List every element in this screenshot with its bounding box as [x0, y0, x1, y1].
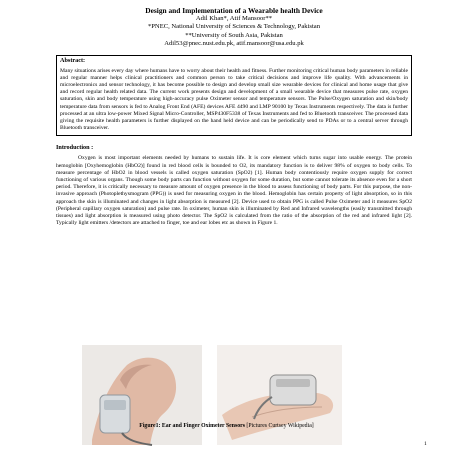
page-number: 1	[424, 441, 427, 447]
affiliation-2: **University of South Asia, Pakistan	[185, 31, 283, 39]
affiliation-1: *PNEC, National University of Sciences & Technology, Pakistan	[147, 23, 321, 31]
introduction-heading: Introduction :	[56, 144, 94, 152]
paper-page	[56, 6, 412, 227]
oximeter-figure	[82, 345, 342, 455]
figure-label: Figure1: Ear and Finger Oximeter Sensors	[139, 423, 245, 429]
figure-credit: [Pictures Curtsey Wikipedia]	[246, 423, 314, 429]
abstract-box	[56, 55, 412, 137]
authors: Adil Khan*, Atif Mansoor**	[195, 15, 273, 22]
figure-caption	[0, 423, 453, 430]
introduction-text: Oxygen is most important elements needed by humans to sustain life. It is core element which turns sugar into usable energy. The protein hemoglobin [Oxyhemoglobin (HbO2)] found in red blood cells is bounded to O2, its mandatory function is to deliver 98% of oxygen to body cells. To measure percentage of HbO2 in blood vessels is called oxygen saturation (SpO2) [1]. Human body contentiously require oxygen supply for correct functioning of various organs. Though some body parts can function without oxygen for some duration, but some cannot tolerate its absence even for a short period. Therefore, it is critically necessary to measure amount of oxygen presence in the blood to assess functioning of body parts. For this purpose, the non-invasive approach (Photoplethysmogram (PPG)) is used for measuring oxygen in the blood. Hemoglobin has certain property of light absorption, so in this approach the skin is illuminated and changes in light absorption is measured [2]. Device used to obtain PPG is called Pulse Oximeter and it measures SpO2 (Peripheral capillary oxygen saturation) and pulse rate. In oximeter, human skin is illuminated by Red and Infrared wavelengths (easily transmitted through tissues) and light absorption is measured using photo detector. The SpO2 is calculated from the ratio of the absorption of the red and infrared light [2]. Typically light emitters /detectors are attached to finger, toe and ear lobes etc as shown in Figure 1.	[56, 155, 412, 227]
paper-title: Design and Implementation of a Wearable health Device	[145, 6, 323, 15]
abstract-text: Many situations arises every day where humans have to worry about their health and fitness. Further monitoring critical human body parameters in reliable and regular manner helps clinical practitioners and common person to take critical decisions and improve life quality. With advancements in microelectronics and sensor technology, it has become possible to design and develop small size wearable devices for clinical and home usage that give and record regular health related data. The current work presents design and development of a small wearable device that measures pulse rate, oxygen saturation, skin and body temperature using high-accuracy pulse Oximeter sensor and temperature sensors. The Pulse/Oxygen saturation and skin/body temperature data from sensors is fed to Analog Front End (AFE) devices AFE 4490 and LMP 90100 by Texas Instruments respectively. The data is further processed at an ultra low-power Mixed Signal Micro-Controller, MSP430F5338 of Texas Instruments and fed to Bluetooth transceiver. The processed data giving the requisite health parameters is further displayed on the hand held device and can be periodically send to PDAs or to a central server through Bluetooth transceiver.	[60, 67, 408, 132]
abstract-heading: Abstract:	[60, 56, 86, 64]
ear-oximeter-image	[82, 345, 202, 445]
finger-oximeter-image	[217, 345, 342, 445]
author-emails: Adil53@pnec.nust.edu.pk, atif.mansoor@usa.edu.pk	[164, 40, 304, 48]
